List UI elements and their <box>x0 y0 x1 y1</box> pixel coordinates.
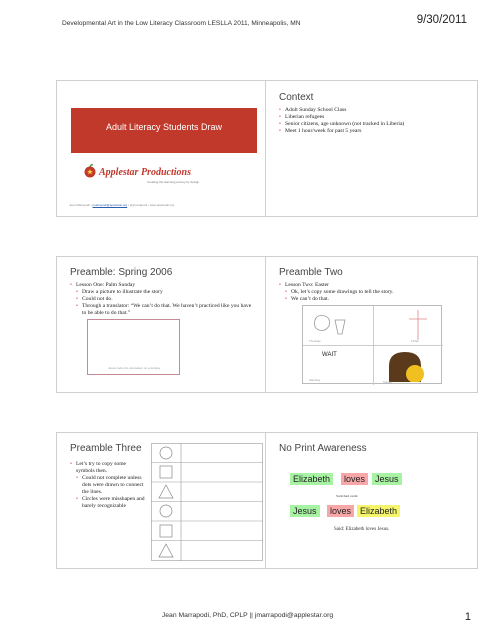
drawing-caption: Sunday <box>383 380 393 384</box>
bullet-item: • Draw a picture to illustrate the story <box>70 289 255 296</box>
bullet-list <box>70 282 255 317</box>
bread-cup-drawing-icon <box>311 310 351 340</box>
slide-no-print-awareness <box>265 432 478 569</box>
triangle-icon <box>159 485 173 498</box>
page-number: 1 <box>464 611 471 623</box>
drawing-caption: Friday <box>411 339 419 343</box>
slide-preamble-two <box>265 256 478 393</box>
slide-heading: Preamble Two <box>279 267 343 278</box>
triangle-icon <box>159 544 173 557</box>
author-handle: @jmarrapodi <box>129 203 148 207</box>
slide-footer: Jean Marrapodi • jmarrapodi@applestar.org • @jmarrapodi • www.applestar.org <box>69 203 175 207</box>
square-icon <box>160 466 172 478</box>
document-date: 9/30/2011 <box>416 14 467 26</box>
said-text: Said: Elizabeth loves Jesus. <box>334 527 390 532</box>
bullet-list <box>279 107 419 135</box>
word-card: Elizabeth <box>357 505 400 517</box>
bullet-item: • Liberian refugees <box>279 114 419 121</box>
bullet-item: • Senior citizens, age unknown (not tracked in Liberia) <box>279 121 419 128</box>
bullet-item: • We can’t do that. <box>279 296 469 303</box>
drawing-caption: Jesus rode into Jerusalem on a donkey. <box>108 366 161 370</box>
bullet-list <box>279 282 469 303</box>
document-header: Developmental Art in the Low Literacy Classroom LESLLA 2011, Minneapolis, MN <box>62 20 301 27</box>
bullet-item: • Let’s try to copy some symbols then. <box>70 461 146 475</box>
bullet-item: • Lesson One: Palm Sunday <box>70 282 255 289</box>
author-name: Jean Marrapodi <box>69 203 90 207</box>
square-icon <box>160 525 172 537</box>
bullet-item: • Lesson Two: Easter <box>279 282 469 289</box>
word-card: Elizabeth <box>290 473 333 485</box>
drawing-caption: Saturday <box>309 378 321 382</box>
circle-icon <box>160 505 172 517</box>
word-card: Jesus <box>290 505 320 517</box>
slide-preamble-spring <box>56 256 269 393</box>
tomb-drawing-icon <box>383 348 433 382</box>
bullet-item: • Could not do. <box>70 296 255 303</box>
slide-title-text: Adult Literacy Students Draw <box>105 122 223 132</box>
slide-heading: Preamble Three <box>70 443 142 454</box>
circle-icon <box>160 447 172 459</box>
word-card: loves <box>341 473 368 485</box>
logo-tagline: Creating the learning journey by design <box>147 180 200 184</box>
bullet-item: • Circles were misshapen and barely recognizable <box>70 496 146 510</box>
slide-title <box>56 80 269 217</box>
switched-label: Switched cards: <box>336 494 359 498</box>
word-card: Jesus <box>372 473 402 485</box>
logo-wordmark: Applestar Productions <box>99 167 191 178</box>
drawing-frame <box>87 319 180 375</box>
symbols-table <box>151 443 263 561</box>
wait-label: WAIT <box>322 352 337 358</box>
bullet-list <box>70 461 146 510</box>
slide-heading: Preamble: Spring 2006 <box>70 267 173 278</box>
author-website: www.applestar.org <box>149 203 175 207</box>
slide-context <box>265 80 478 217</box>
slide-preamble-three <box>56 432 269 569</box>
apple-logo-icon <box>83 164 97 178</box>
word-card: loves <box>327 505 354 517</box>
drawing-caption: Thursday <box>309 339 321 343</box>
cross-drawing-icon <box>403 308 433 342</box>
slide-heading: Context <box>279 92 314 103</box>
slide-heading: No Print Awareness <box>279 443 367 454</box>
bullet-item: • Adult Sunday School Class <box>279 107 419 114</box>
author-email-link[interactable]: jmarrapodi@applestar.org <box>92 203 128 207</box>
easter-drawings-grid <box>302 305 442 384</box>
bullet-item: • Meet 1 hour/week for past 5 years <box>279 128 419 135</box>
title-banner <box>71 108 257 153</box>
document-footer: Jean Marrapodi, PhD, CPLP || jmarrapodi@applestar.org <box>161 612 334 619</box>
bullet-item: • Ok, let’s copy some drawings to tell the story. <box>279 289 469 296</box>
bullet-item: • Through a translator: “We can’t do that. We haven’t practiced like you have to be able to do that.” <box>70 303 255 317</box>
bullet-item: • Could not complete unless dots were drawn to connect the lines. <box>70 475 146 496</box>
